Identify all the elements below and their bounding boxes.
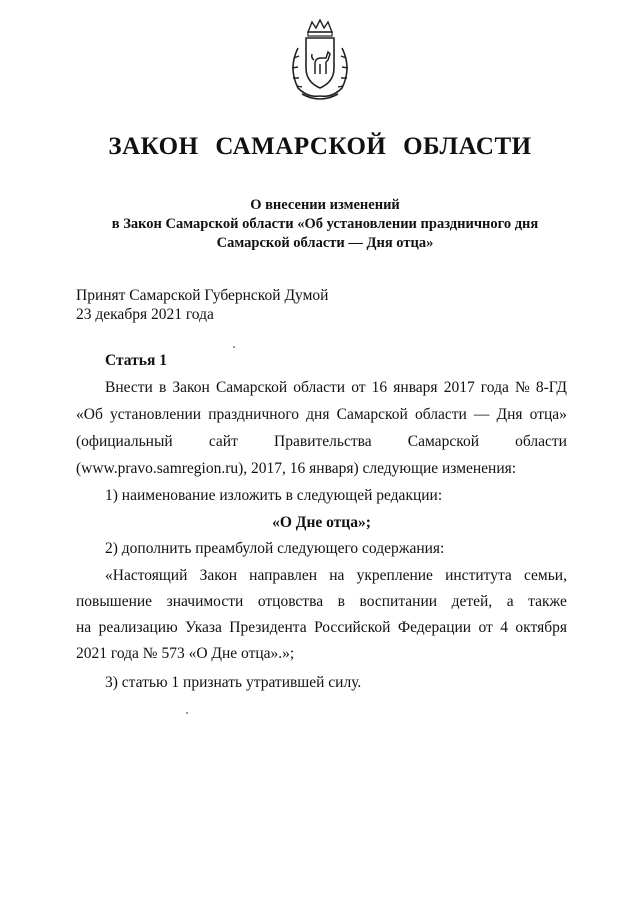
word: области — [515, 433, 567, 450]
word: Внести — [105, 379, 153, 396]
coat-of-arms-icon — [284, 18, 356, 100]
subtitle-line: О внесении изменений — [250, 197, 400, 213]
item-3 — [76, 673, 567, 692]
word: семьи, — [523, 567, 567, 584]
article-heading: Статья 1 — [105, 352, 167, 369]
word: Самарской — [336, 406, 408, 423]
scan-speck — [233, 346, 235, 348]
word: года — [480, 379, 509, 396]
word: области — [414, 406, 467, 423]
word: от — [351, 379, 366, 396]
word: — — [473, 406, 490, 423]
word: укрепление — [356, 567, 433, 584]
item-1 — [76, 486, 567, 505]
word: Президента — [229, 619, 307, 636]
preamble-quote — [76, 566, 567, 663]
word: праздничного — [208, 406, 300, 423]
word: Дня — [496, 406, 523, 423]
subtitle-line: в Закон Самарской области «Об установлении праздничного дня — [111, 216, 539, 232]
word: № — [514, 379, 530, 396]
word: отца» — [529, 406, 567, 423]
word: реализацию — [98, 619, 178, 636]
text-line: 2021 года № 573 «О Дне отца».»; — [76, 645, 295, 662]
word: значимости — [166, 593, 244, 610]
word: Федерации — [397, 619, 472, 636]
text-line: (www.pravo.samregion.ru), 2017, 16 января) следующие изменения: — [76, 460, 517, 477]
justified-line — [76, 405, 567, 424]
word: также — [528, 593, 567, 610]
justified-line — [76, 618, 567, 637]
word: Правительства — [274, 433, 372, 450]
word: на — [329, 567, 345, 584]
word: направлен — [249, 567, 318, 584]
word: дня — [306, 406, 330, 423]
item-2-text: 2) дополнить преамбулой следующего содержания: — [105, 540, 445, 557]
word: детей, — [451, 593, 493, 610]
word: Российской — [314, 619, 391, 636]
adoption-body: Принят Самарской Губернской Думой — [76, 287, 329, 304]
word: 4 — [500, 619, 508, 636]
word: (официальный — [76, 433, 173, 450]
word: «Настоящий — [105, 567, 188, 584]
word: 8-ГД — [535, 379, 567, 396]
word: 2017 — [443, 379, 475, 396]
word: января — [393, 379, 438, 396]
word: в — [158, 379, 167, 396]
word: от — [478, 619, 493, 636]
law-title: ЗАКОН САМАРСКОЙ ОБЛАСТИ — [108, 133, 532, 160]
word: «Об — [76, 406, 103, 423]
word: октября — [515, 619, 567, 636]
law-subtitle — [80, 196, 570, 253]
word: Закон — [172, 379, 210, 396]
word: повышение — [76, 593, 153, 610]
justified-line — [76, 432, 567, 451]
word: Закон — [199, 567, 237, 584]
word: в — [337, 593, 345, 610]
word: отцовства — [257, 593, 324, 610]
word: института — [445, 567, 512, 584]
justified-line — [76, 566, 567, 585]
word: Указа — [185, 619, 222, 636]
item-3-text: 3) статью 1 признать утратившей силу. — [105, 674, 362, 691]
adoption-note — [76, 286, 328, 324]
article-intro — [76, 378, 567, 478]
item-2 — [76, 539, 567, 558]
item-1-text: 1) наименование изложить в следующей редакции: — [105, 487, 443, 504]
justified-line — [76, 592, 567, 611]
scan-speck — [186, 712, 188, 714]
new-title: «О Дне отца»; — [272, 514, 371, 531]
word: Самарской — [407, 433, 479, 450]
subtitle-line: Самарской области — Дня отца» — [216, 235, 434, 251]
justified-line — [76, 378, 567, 397]
word: сайт — [208, 433, 238, 450]
word: воспитании — [359, 593, 438, 610]
word: на — [76, 619, 92, 636]
word: области — [293, 379, 346, 396]
adoption-date: 23 декабря 2021 года — [76, 306, 214, 323]
word: 16 — [371, 379, 388, 396]
word: установлении — [109, 406, 202, 423]
word: Самарской — [215, 379, 288, 396]
word: а — [506, 593, 514, 610]
